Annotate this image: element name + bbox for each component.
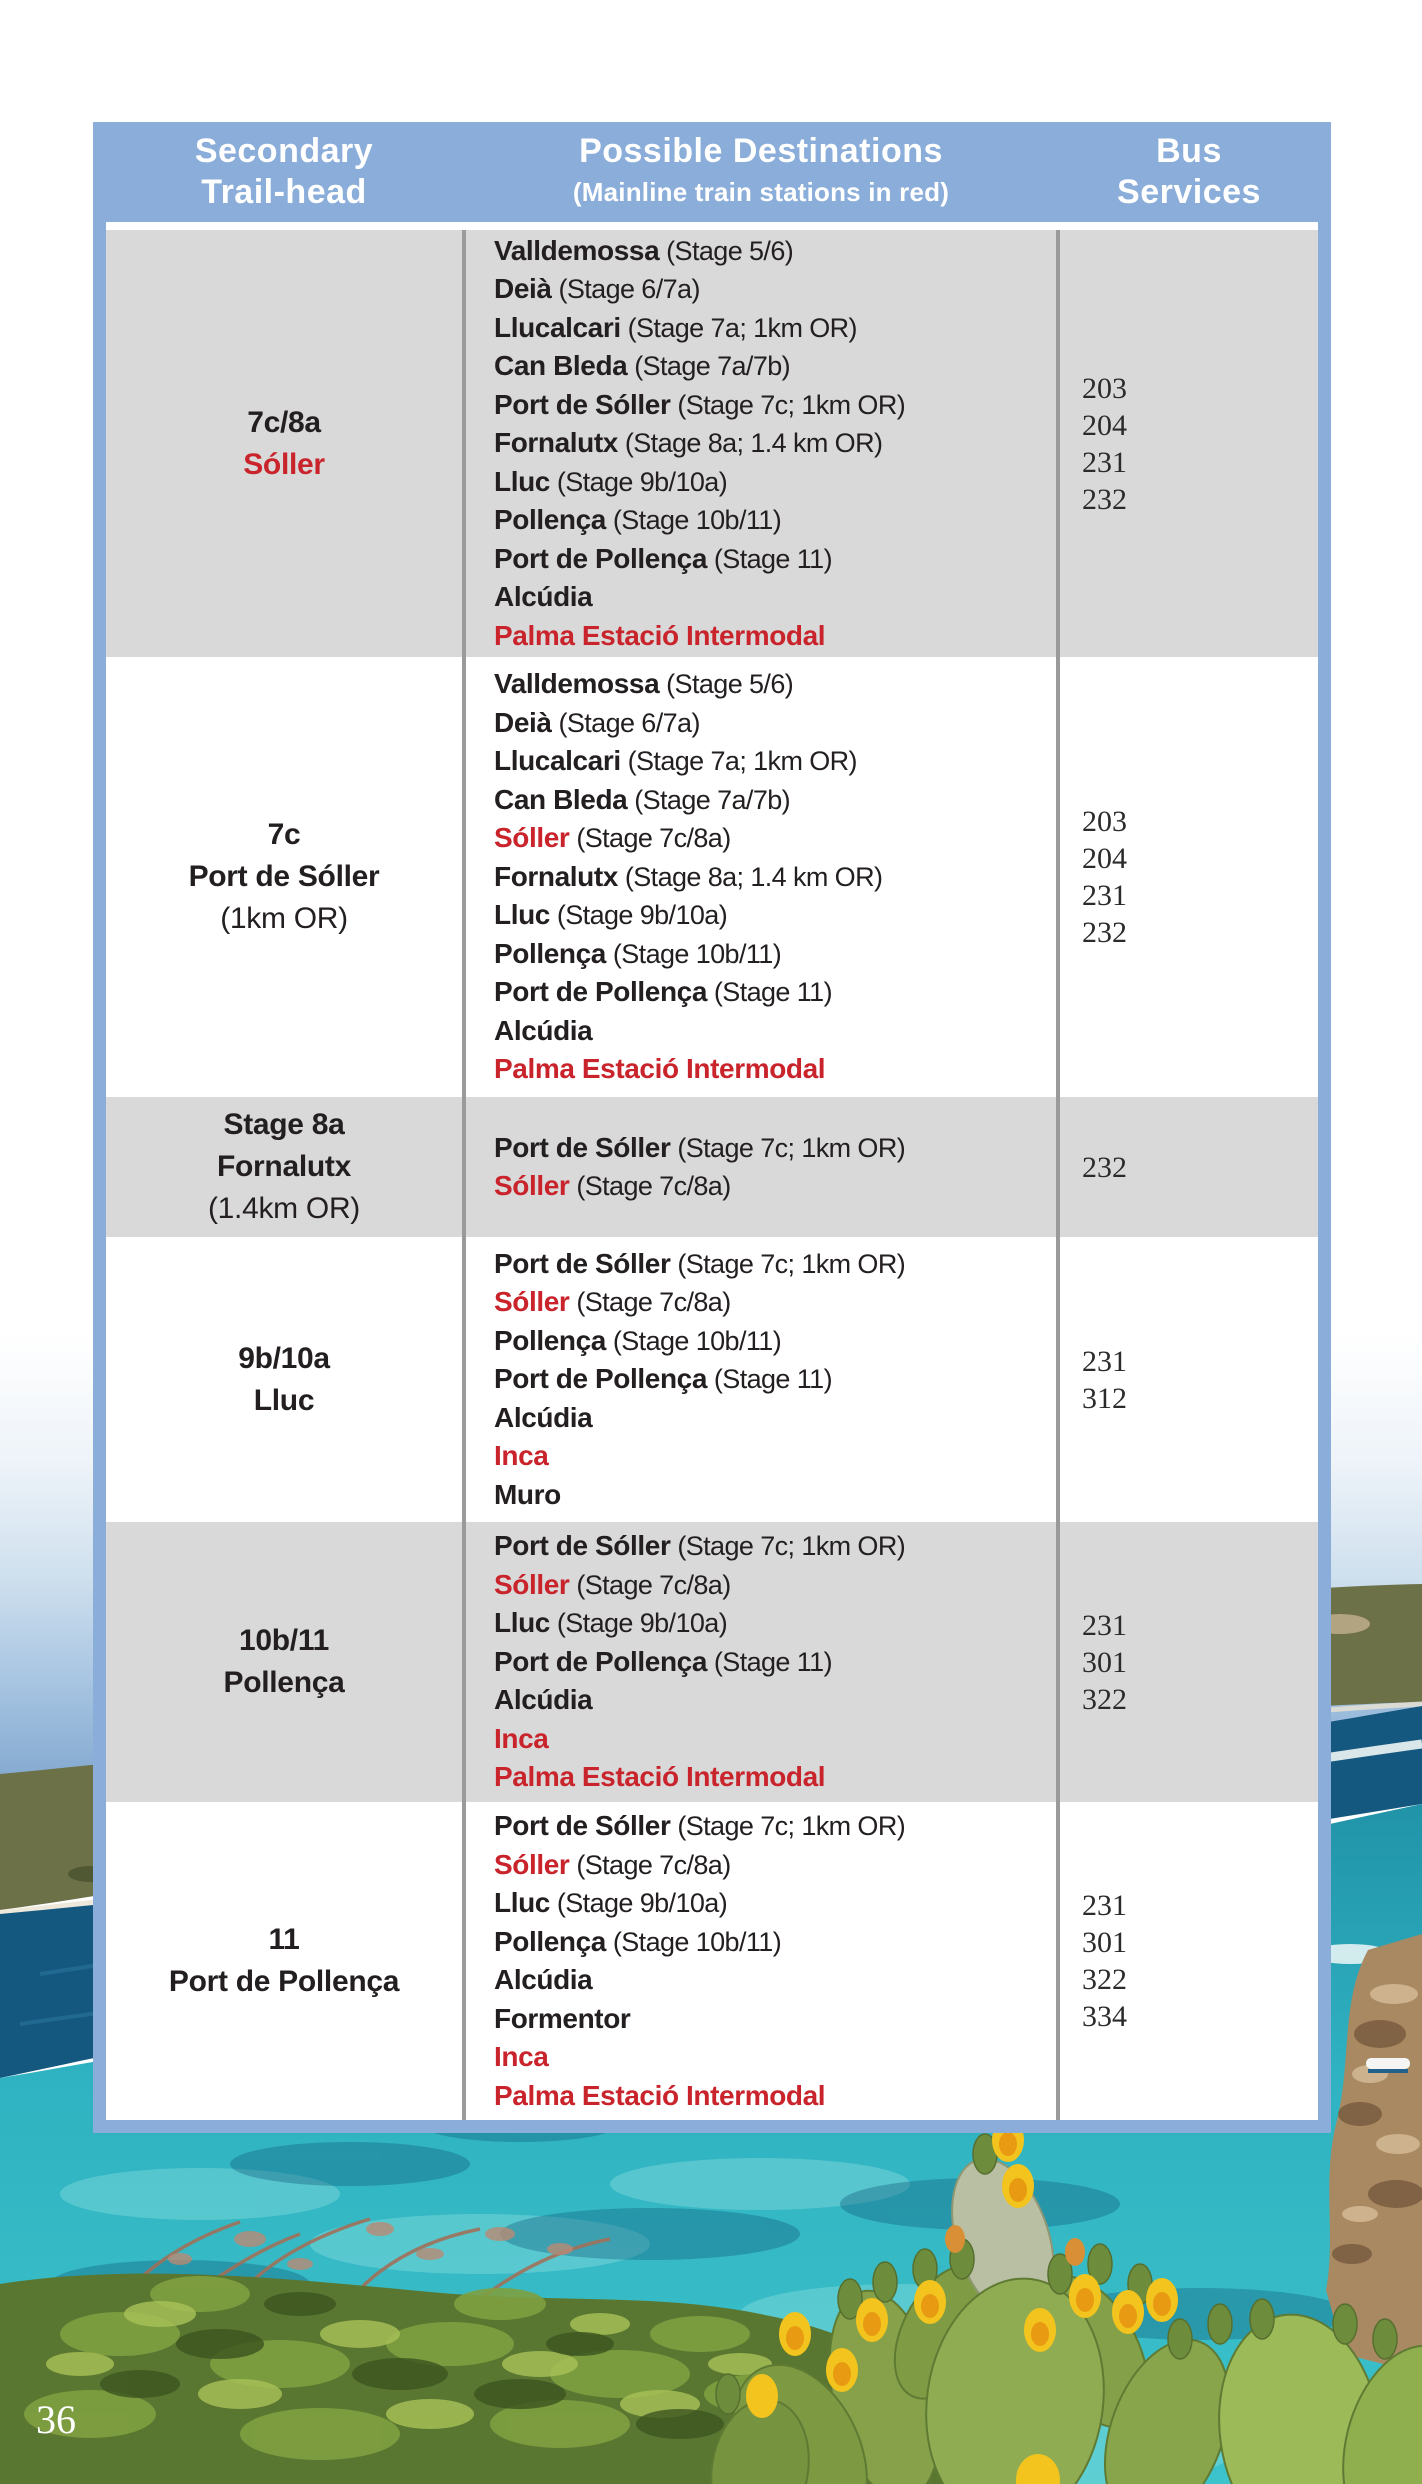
destination-name: Port de Sóller xyxy=(494,1247,671,1279)
bus-cell xyxy=(1060,1522,1318,1802)
bus-number: 231 xyxy=(1082,1889,1127,1922)
destination-line xyxy=(494,704,1056,743)
destination-detail: (Stage 9b/10a) xyxy=(549,900,728,931)
destination-name: Port de Pollença xyxy=(494,1645,707,1677)
destination-name: Sóller xyxy=(494,1286,570,1318)
bus-number: 231 xyxy=(1082,1344,1127,1378)
destination-detail: (Stage 7c; 1km OR) xyxy=(670,1531,906,1562)
destination-detail: (Stage 10b/11) xyxy=(605,1325,782,1356)
bus-cell xyxy=(1060,1802,1318,2120)
destination-line xyxy=(494,1923,1056,1962)
bus-number: 231 xyxy=(1082,879,1127,912)
destination-line xyxy=(494,1322,1056,1361)
destination-name: Port de Sóller xyxy=(494,1810,671,1841)
destination-line xyxy=(494,973,1056,1012)
destination-name: Palma Estació Intermodal xyxy=(494,2079,826,2111)
trailhead-line: 7c/8a xyxy=(247,405,321,439)
trailhead-line: 9b/10a xyxy=(238,1341,330,1375)
destination-line xyxy=(494,347,1056,386)
destination-name: Formentor xyxy=(494,2002,631,2034)
boat xyxy=(1366,2058,1410,2069)
destination-name: Sóller xyxy=(494,1848,570,1880)
destination-name: Deià xyxy=(494,273,552,305)
destination-line xyxy=(494,1961,1056,2000)
destinations-cell xyxy=(462,1097,1060,1237)
destination-name: Valldemossa xyxy=(494,668,660,700)
destination-name: Deià xyxy=(494,706,552,738)
destination-line xyxy=(494,1129,1056,1168)
bus-number: 232 xyxy=(1082,1150,1127,1184)
trailhead-cell xyxy=(106,1237,462,1522)
destination-name: Inca xyxy=(494,2041,549,2072)
destination-detail: (Stage 7c/8a) xyxy=(569,1849,731,1880)
destinations-cell xyxy=(462,230,1060,657)
destination-name: Lluc xyxy=(494,1607,550,1639)
destination-line xyxy=(494,1758,1056,1797)
bus-number: 231 xyxy=(1082,1608,1127,1642)
destination-detail: (Stage 9b/10a) xyxy=(549,466,728,497)
destination-name: Palma Estació Intermodal xyxy=(494,1053,826,1085)
destination-name: Muro xyxy=(494,1478,561,1510)
trailhead-line: 11 xyxy=(268,1923,300,1956)
table-row xyxy=(106,1522,1318,1802)
destination-detail: (Stage 7c; 1km OR) xyxy=(670,389,906,420)
destination-name: Sóller xyxy=(494,822,570,854)
destination-line xyxy=(494,1283,1056,1322)
destination-detail: (Stage 5/6) xyxy=(659,235,794,266)
destination-name: Alcúdia xyxy=(494,1964,593,1995)
destination-name: Can Bleda xyxy=(494,350,628,382)
destination-name: Can Bleda xyxy=(494,783,628,815)
header-text: Services xyxy=(1117,173,1261,211)
destination-name: Llucalcari xyxy=(494,311,621,343)
destination-line xyxy=(494,1681,1056,1720)
trailhead-line: Port de Sóller xyxy=(188,860,380,893)
destination-line xyxy=(494,2000,1056,2039)
destination-detail: (Stage 9b/10a) xyxy=(549,1888,728,1918)
destination-line xyxy=(494,424,1056,463)
destination-line xyxy=(494,578,1056,617)
page-number: 36 xyxy=(36,2397,76,2442)
header-text: Bus xyxy=(1156,132,1222,170)
trailhead-line: Pollença xyxy=(223,1666,345,1699)
destination-line xyxy=(494,232,1056,271)
destination-name: Sóller xyxy=(494,1170,570,1201)
destination-name: Llucalcari xyxy=(494,745,621,777)
destination-line xyxy=(494,1566,1056,1605)
destination-line xyxy=(494,386,1056,425)
destination-name: Sóller xyxy=(494,1568,570,1600)
destination-line xyxy=(494,819,1056,858)
destination-line xyxy=(494,1399,1056,1438)
bus-cell xyxy=(1060,1237,1318,1522)
destination-detail: (Stage 11) xyxy=(707,1364,832,1395)
destination-name: Port de Sóller xyxy=(494,388,671,420)
destination-detail: (Stage 10b/11) xyxy=(605,938,782,969)
header-col-destinations xyxy=(462,131,1060,213)
table-header xyxy=(106,122,1318,222)
bus-cell xyxy=(1060,230,1318,657)
bus-number: 334 xyxy=(1082,2000,1127,2033)
trailhead-line: Port de Pollença xyxy=(168,1965,400,1998)
destination-detail: (Stage 6/7a) xyxy=(551,707,700,738)
bus-number: 322 xyxy=(1082,1682,1127,1716)
header-text: Secondary xyxy=(194,132,374,170)
table-row xyxy=(106,657,1318,1097)
table-row xyxy=(106,1237,1318,1522)
destination-detail: (Stage 9b/10a) xyxy=(549,1608,728,1639)
header-text: Trail-head xyxy=(201,173,367,211)
destination-line xyxy=(494,742,1056,781)
trailhead-line: Stage 8a xyxy=(223,1108,345,1141)
bus-number: 203 xyxy=(1082,371,1127,405)
destination-line xyxy=(494,1527,1056,1566)
destination-line xyxy=(494,1245,1056,1284)
destination-detail: (Stage 6/7a) xyxy=(551,274,700,305)
bus-number: 312 xyxy=(1082,1381,1127,1415)
destination-name: Palma Estació Intermodal xyxy=(494,1761,826,1793)
destination-line xyxy=(494,309,1056,348)
destination-line xyxy=(494,1720,1056,1759)
table-row xyxy=(106,1802,1318,2120)
destinations-cell xyxy=(462,1802,1060,2120)
destination-line xyxy=(494,1437,1056,1476)
destination-detail: (Stage 11) xyxy=(707,1646,832,1677)
trailhead-line: Sóller xyxy=(243,447,325,481)
table-row xyxy=(106,1097,1318,1237)
trailhead-line: (1.4km OR) xyxy=(207,1192,360,1225)
destination-line xyxy=(494,935,1056,974)
destination-line xyxy=(494,781,1056,820)
bus-number: 231 xyxy=(1082,445,1127,479)
destination-detail: (Stage 7a; 1km OR) xyxy=(620,312,857,343)
destination-detail: (Stage 8a; 1.4 km OR) xyxy=(617,428,883,459)
destination-name: Valldemossa xyxy=(494,234,660,266)
destination-line xyxy=(494,1167,1056,1206)
destination-name: Fornalutx xyxy=(494,860,618,892)
bus-number: 301 xyxy=(1082,1645,1127,1679)
header-col-bus xyxy=(1060,131,1318,213)
destination-name: Lluc xyxy=(494,899,550,931)
destination-name: Pollença xyxy=(494,504,606,536)
destination-line xyxy=(494,665,1056,704)
destination-line xyxy=(494,896,1056,935)
destination-line xyxy=(494,540,1056,579)
destination-name: Port de Sóller xyxy=(494,1530,671,1562)
destination-name: Pollença xyxy=(494,1324,606,1356)
destination-name: Port de Sóller xyxy=(494,1131,671,1163)
destination-line xyxy=(494,1012,1056,1051)
trail-table xyxy=(93,122,1331,2133)
destination-name: Lluc xyxy=(494,1887,550,1918)
destination-detail: (Stage 7c; 1km OR) xyxy=(670,1248,906,1279)
destination-line xyxy=(494,1604,1056,1643)
trailhead-line: Lluc xyxy=(253,1383,315,1417)
destination-name: Alcúdia xyxy=(494,1401,593,1433)
destination-line xyxy=(494,1476,1056,1515)
bus-number: 232 xyxy=(1082,482,1127,516)
destination-name: Pollença xyxy=(494,937,606,969)
destination-line xyxy=(494,463,1056,502)
trailhead-line: 7c xyxy=(267,818,301,851)
destination-line xyxy=(494,617,1056,656)
destination-name: Alcúdia xyxy=(494,1684,593,1716)
table-body xyxy=(106,230,1318,2120)
header-gap xyxy=(106,222,1318,230)
destination-line xyxy=(494,270,1056,309)
destination-detail: (Stage 7c/8a) xyxy=(569,1171,731,1201)
destination-name: Alcúdia xyxy=(494,581,593,613)
destination-name: Port de Pollença xyxy=(494,1363,707,1395)
destination-name: Fornalutx xyxy=(494,427,618,459)
trailhead-cell xyxy=(106,1522,462,1802)
destination-name: Pollença xyxy=(494,1925,606,1957)
destination-line xyxy=(494,2077,1056,2116)
trailhead-line: 10b/11 xyxy=(239,1624,329,1657)
destination-name: Inca xyxy=(494,1440,549,1472)
trailhead-line: (1km OR) xyxy=(220,902,348,935)
header-text: Possible Destinations xyxy=(579,132,943,170)
destinations-cell xyxy=(462,1522,1060,1802)
destination-name: Lluc xyxy=(494,465,550,497)
bus-number: 322 xyxy=(1082,1963,1127,1996)
destination-detail: (Stage 7c/8a) xyxy=(569,1569,731,1600)
destination-detail: (Stage 7c/8a) xyxy=(569,823,731,854)
destination-line xyxy=(494,1884,1056,1923)
bus-cell xyxy=(1060,657,1318,1097)
bus-number: 203 xyxy=(1082,805,1127,838)
destination-line xyxy=(494,501,1056,540)
bus-number: 204 xyxy=(1082,408,1127,442)
destinations-cell xyxy=(462,657,1060,1097)
destinations-cell xyxy=(462,1237,1060,1522)
destination-line xyxy=(494,1360,1056,1399)
destination-detail: (Stage 10b/11) xyxy=(605,1926,782,1957)
destination-line xyxy=(494,1846,1056,1885)
destination-detail: (Stage 7a; 1km OR) xyxy=(620,746,857,777)
trailhead-cell xyxy=(106,1097,462,1237)
destination-detail: (Stage 7a/7b) xyxy=(627,784,791,815)
destination-line xyxy=(494,1643,1056,1682)
destination-detail: (Stage 7c; 1km OR) xyxy=(670,1811,906,1841)
destination-detail: (Stage 7c; 1km OR) xyxy=(670,1132,906,1163)
table-row xyxy=(106,230,1318,657)
destination-line xyxy=(494,858,1056,897)
destination-name: Alcúdia xyxy=(494,1014,593,1046)
destination-name: Inca xyxy=(494,1722,549,1754)
destination-name: Port de Pollença xyxy=(494,542,707,574)
trailhead-cell xyxy=(106,1802,462,2120)
bus-number: 204 xyxy=(1082,842,1127,875)
destination-line xyxy=(494,2038,1056,2077)
trailhead-cell xyxy=(106,657,462,1097)
bus-cell xyxy=(1060,1097,1318,1237)
bus-number: 301 xyxy=(1082,1926,1127,1959)
header-col-trailhead xyxy=(106,131,462,213)
destination-line xyxy=(494,1050,1056,1089)
destination-name: Palma Estació Intermodal xyxy=(494,619,826,651)
destination-detail: (Stage 11) xyxy=(707,543,832,574)
destination-detail: (Stage 7a/7b) xyxy=(627,351,791,382)
destination-detail: (Stage 11) xyxy=(707,977,832,1008)
bus-number: 232 xyxy=(1082,916,1127,949)
header-subtext: (Mainline train stations in red) xyxy=(572,177,950,207)
trailhead-cell xyxy=(106,230,462,657)
destination-detail: (Stage 5/6) xyxy=(659,669,794,700)
destination-detail: (Stage 10b/11) xyxy=(605,505,782,536)
destination-detail: (Stage 7c/8a) xyxy=(569,1287,731,1318)
destination-detail: (Stage 8a; 1.4 km OR) xyxy=(617,861,883,892)
destination-name: Port de Pollença xyxy=(494,976,707,1008)
destination-line xyxy=(494,1807,1056,1846)
trailhead-line: Fornalutx xyxy=(217,1150,351,1183)
